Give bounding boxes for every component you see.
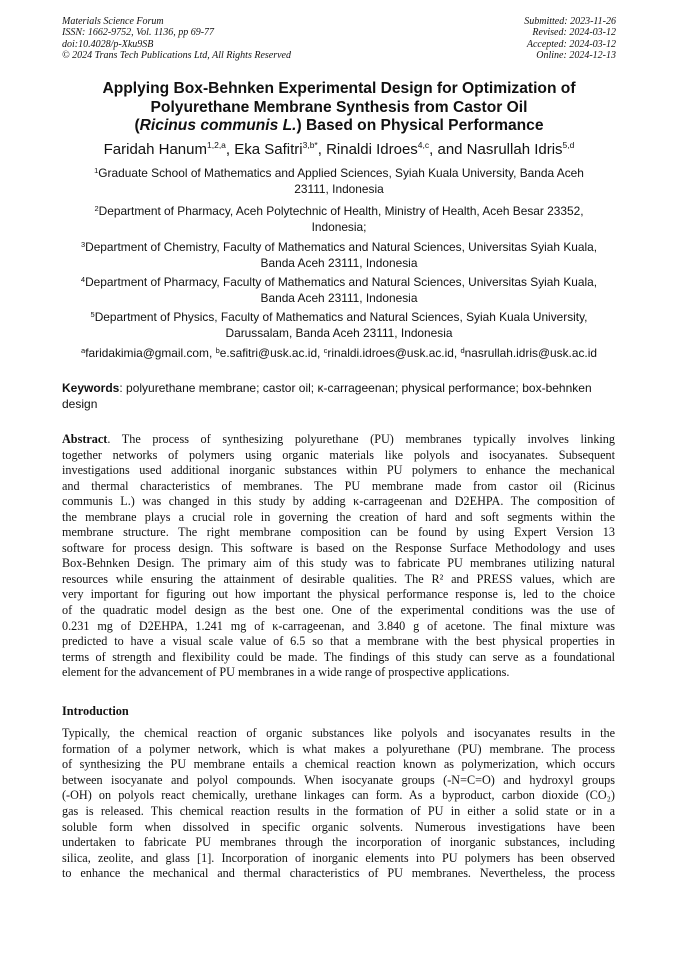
journal-header — [62, 16, 616, 66]
keywords-text: : polyurethane membrane; castor oil; κ-carrageenan; physical performance; box-behnken — [119, 381, 592, 395]
abstract-block — [62, 432, 615, 681]
affiliation-line: 23111, Indonesia — [294, 181, 384, 196]
affiliation-text: Department of Pharmacy, Aceh Polytechnic of Health, Ministry of Health, Aceh Besar 23352, — [98, 204, 584, 218]
body-line: undertaken to fabricate PU membranes through the incorporation of inorganic substances, including — [62, 835, 615, 850]
journal-info — [62, 16, 291, 61]
abstract-text: . The process of synthesizing polyurethane (PU) membranes typically involves linking — [107, 432, 615, 446]
abstract-line: the membrane plays a crucial role in governing the creation of hard and soft segments within the — [62, 509, 615, 524]
title-line — [70, 117, 608, 136]
email-address: e.safitri@usk.ac.id, — [219, 346, 324, 360]
publication-dates — [524, 16, 616, 61]
keywords-label: Keywords — [62, 381, 120, 395]
author-sep: , — [317, 141, 327, 158]
date-online: Online: 2024-12-13 — [536, 49, 616, 61]
email-address: rinaldi.idroes@usk.ac.id, — [327, 346, 461, 360]
title-rest: ) Based on Physical Performance — [296, 117, 544, 134]
keywords-line — [62, 381, 616, 397]
body-line: (-OH) on polyols react chemically, urethane linkages can form. As a byproduct, carbon dioxide (CO₂) — [62, 788, 615, 803]
author-sup: 5,d — [562, 140, 575, 150]
affiliation — [62, 275, 616, 307]
author — [467, 141, 575, 158]
journal-issn: ISSN: 1662-9752, Vol. 1136, pp 69-77 — [62, 27, 215, 39]
affiliation-sup: 5 — [90, 310, 95, 319]
affiliation-line: Banda Aceh 23111, Indonesia — [260, 290, 418, 305]
date-accepted: Accepted: 2024-03-12 — [526, 38, 616, 50]
abstract-line: resources while ensuring the attainment of desirable qualities. The R² and PRESS values, which are — [62, 571, 615, 586]
affiliation-sup: 1 — [94, 166, 99, 175]
affiliation-text: Department of Chemistry, Faculty of Mathematics and Natural Sciences, Universitas Syiah Kuala, — [85, 240, 598, 254]
affiliation-line — [62, 166, 616, 182]
title-line: Polyurethane Membrane Synthesis from Castor Oil — [150, 98, 528, 116]
author-list — [40, 141, 638, 159]
body-line: of synthesizing the PU membrane entails a chemical reaction known as polymerization, which occurs — [62, 757, 615, 772]
email-sup: a — [81, 346, 86, 355]
abstract-line: software for process design. This software is based on the Response Surface Methodology and uses — [62, 540, 615, 555]
abstract-line: membrane structure. The right membrane composition can be found by using Expert Version 13 — [62, 525, 615, 540]
date-revised: Revised: 2024-03-12 — [532, 27, 616, 39]
author — [234, 141, 326, 158]
body-line: between isocyanate and polyol compounds. When isocyanate groups (-N=C=O) and hydroxyl groups — [62, 772, 615, 787]
body-line: Typically, the chemical reaction of organic substances like polyols and isocyanates results in the — [62, 726, 615, 740]
author-name: Nasrullah Idris — [466, 141, 563, 158]
affiliation — [62, 166, 616, 198]
journal-copyright: © 2024 Trans Tech Publications Ltd, All Rights Reserved — [62, 49, 291, 61]
author-sup: 1,2,a — [207, 140, 226, 150]
abstract-line: of the quadratic model design as the best one. One of the experimental conditions was the use of — [62, 603, 615, 618]
paper-title — [70, 80, 608, 136]
abstract-line — [62, 432, 615, 448]
body-line: soluble form when dissolved in specific organic solvents. Numerous investigations have been — [62, 819, 615, 834]
abstract-line: terms of strength and flexibility could be made. The findings of this study can serve as a foundational — [62, 649, 615, 664]
abstract-line: communis L.) was changed in this study by adding κ-carrageenan and D2EHPA. The composition of — [62, 494, 615, 509]
journal-doi: doi:10.4028/p-Xku9SB — [62, 38, 154, 50]
email-sup: c — [323, 346, 328, 355]
body-line: silica, zeolite, and glass [1]. Incorporation of inorganic elements into PU polymers has been observed — [62, 850, 615, 865]
body-line: gas is released. This chemical reaction results in the formation of PU in either a solid state or in a — [62, 803, 615, 818]
affiliation-line — [62, 240, 616, 256]
title-species: Ricinus communis L. — [139, 117, 297, 134]
author-sup: 3,b* — [302, 140, 318, 150]
abstract-line: element for the advancement of PU membranes in a wide range of prospective applications. — [62, 665, 510, 680]
email-address: faridakimia@gmail.com, — [85, 346, 216, 360]
keywords-block — [62, 381, 616, 412]
email-address: nasrullah.idris@usk.ac.id — [464, 346, 597, 360]
author — [326, 141, 467, 158]
abstract-line: investigations used additional inorganic substances within PU polymers to enhance the mechanical — [62, 463, 615, 478]
email-sup: b — [215, 346, 220, 355]
abstract-line: 0.231 mg of D2EHPA, 1.241 mg of κ-carrageenan, and 3.840 g of acetone. The final mixture was — [62, 618, 615, 633]
affiliation-text: Department of Physics, Faculty of Mathematics and Natural Sciences, Syiah Kuala University, — [94, 310, 588, 324]
affiliation — [62, 204, 616, 236]
title-line: Applying Box-Behnken Experimental Design for Optimization of — [102, 80, 576, 97]
author-sep: , — [225, 141, 235, 158]
journal-name: Materials Science Forum — [62, 16, 164, 27]
affiliation-line: Indonesia; — [311, 219, 367, 234]
email-line — [62, 346, 616, 362]
abstract-label: Abstract — [62, 432, 108, 446]
keywords-line: design — [62, 396, 98, 411]
affiliation-line — [62, 275, 616, 291]
author-name: Rinaldi Idroes — [326, 141, 418, 158]
affiliation-line: Darussalam, Banda Aceh 23111, Indonesia — [225, 325, 453, 340]
body-line: formation of a polymer network, which is what makes a polyurethane (PU) membrane. The process — [62, 741, 615, 756]
body-line: to enhance the mechanical and thermal characteristics of PU membranes. Nevertheless, the process — [62, 866, 615, 881]
abstract-line: Box-Behnken Design. The primary aim of this study was to fabricate PU membranes utilizing natural — [62, 556, 615, 571]
affiliation-line — [62, 310, 616, 326]
affiliation — [62, 310, 616, 342]
affiliation-sup: 2 — [94, 204, 99, 213]
email-list — [62, 346, 616, 362]
affiliation-sup: 3 — [80, 240, 86, 249]
title-paren: ( — [134, 117, 140, 134]
abstract-line: together networks of polymers using organic materials like polyols and isocyanates. Subsequent — [62, 447, 615, 462]
affiliation — [62, 240, 616, 272]
abstract-line: very important for figuring out how important the physical performance response is, led to the choice — [62, 587, 615, 602]
affiliation-line — [62, 204, 616, 220]
author-sep: , and — [429, 141, 467, 158]
introduction-body — [62, 726, 615, 882]
affiliation-text: Graduate School of Mathematics and Applied Sciences, Syiah Kuala University, Banda Aceh — [98, 166, 584, 180]
email-sup: d — [460, 346, 465, 355]
abstract-line: predicted to have a visual scale value of 6.5 so that a membrane with the best physical properties in — [62, 634, 615, 649]
abstract-line: and thermal characteristics of membranes. The PU membrane made from castor oil (Ricinus — [62, 478, 615, 493]
section-heading: Introduction — [62, 704, 129, 718]
author-name: Eka Safitri — [234, 141, 303, 158]
date-submitted: Submitted: 2023-11-26 — [524, 16, 616, 27]
affiliation-line: Banda Aceh 23111, Indonesia — [260, 255, 418, 270]
author-name: Faridah Hanum — [103, 141, 207, 158]
affiliation-sup: 4 — [80, 275, 86, 284]
author-sup: 4,c — [417, 140, 430, 150]
author — [104, 141, 235, 158]
affiliation-text: Department of Pharmacy, Faculty of Mathematics and Natural Sciences, Universitas Syiah Kuala, — [85, 275, 598, 289]
